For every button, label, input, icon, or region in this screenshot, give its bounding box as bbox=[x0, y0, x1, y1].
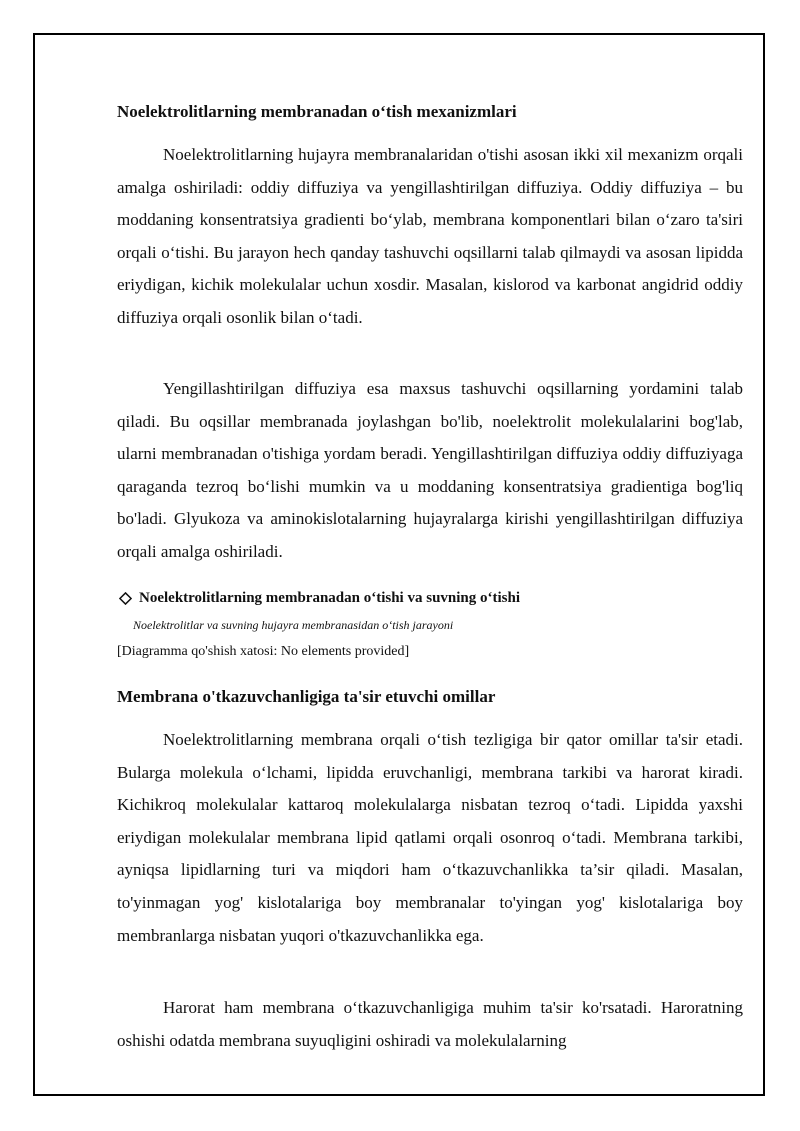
page-frame bbox=[33, 33, 765, 1096]
figure-title-text: Noelektrolitlarning membranadan o‘tishi va suvning o‘tishi bbox=[139, 590, 521, 606]
paragraph-facilitated-diffusion: Yengillashtirilgan diffuziya esa maxsus tashuvchi oqsillarning yordamini talab qiladi. Bu oqsillar membranada joylashgan bo'lib, noelektrolit molekulalarini bog'lab, ularni membranadan o'tishiga yordam beradi. Yengillashtirilgan diffuziya oddiy diffuziyaga qaraganda tezroq bo‘lishi mumkin va u moddaning konsentratsiya gradientiga bog'liq bo'ladi. Glyukoza va aminokislotalarning hujayralarga kirishi yengillashtirilgan diffuziya orqali amalga oshiriladi. bbox=[117, 379, 743, 561]
diagram-error-message: [Diagramma qo'shish xatosi: No elements provided] bbox=[117, 644, 410, 659]
diamond-icon bbox=[119, 592, 132, 605]
section-heading-mechanisms: Noelektrolitlarning membranadan o‘tish mexanizmlari bbox=[117, 102, 517, 121]
figure-title bbox=[117, 588, 520, 608]
figure-subtitle: Noelektrolitlar va suvning hujayra membranasidan o‘tish jarayoni bbox=[133, 618, 454, 632]
paragraph-permeability-factors: Noelektrolitlarning membrana orqali o‘tish tezligiga bir qator omillar ta'sir etadi. Bularga molekula o‘lchami, lipidda eruvchanligi, membrana tarkibi va harorat kiradi. Kichikroq molekulalar kattaroq molekulalarga nisbatan tezroq o‘tadi. Lipidda yaxshi eriydigan molekulalar membrana lipid qatlami orqali osonroq o‘tadi. Membrana tarkibi, ayniqsa lipidlarning turi va miqdori ham o‘tkazuvchanlikka ta’sir qiladi. Masalan, to'yinmagan yog' kislotalariga boy membranalar to'yingan yog' kislotalariga boy membranlarga nisbatan yuqori o'tkazuvchanlikka ega. bbox=[117, 730, 743, 945]
section-heading-permeability-factors: Membrana o'tkazuvchanligiga ta'sir etuvchi omillar bbox=[117, 687, 496, 706]
paragraph-temperature: Harorat ham membrana o‘tkazuvchanligiga muhim ta'sir ko'rsatadi. Haroratning oshishi odatda membrana suyuqligini oshiradi va molekulalarning bbox=[117, 998, 743, 1050]
paragraph-diffusion-types: Noelektrolitlarning hujayra membranalaridan o'tishi asosan ikki xil mexanizm orqali amalga oshiriladi: oddiy diffuziya va yengillashtirilgan diffuziya. Oddiy diffuziya – bu moddaning konsentratsiya gradienti bo‘ylab, membrana komponentlari bilan o‘zaro ta'siri orqali o‘tishi. Bu jarayon hech qanday tashuvchi oqsillarni talab qilmaydi va asosan lipidda eriydigan, kichik molekulalar uchun xosdir. Masalan, kislorod va karbonat angidrid oddiy diffuziya orqali osonlik bilan o‘tadi. bbox=[117, 145, 743, 327]
